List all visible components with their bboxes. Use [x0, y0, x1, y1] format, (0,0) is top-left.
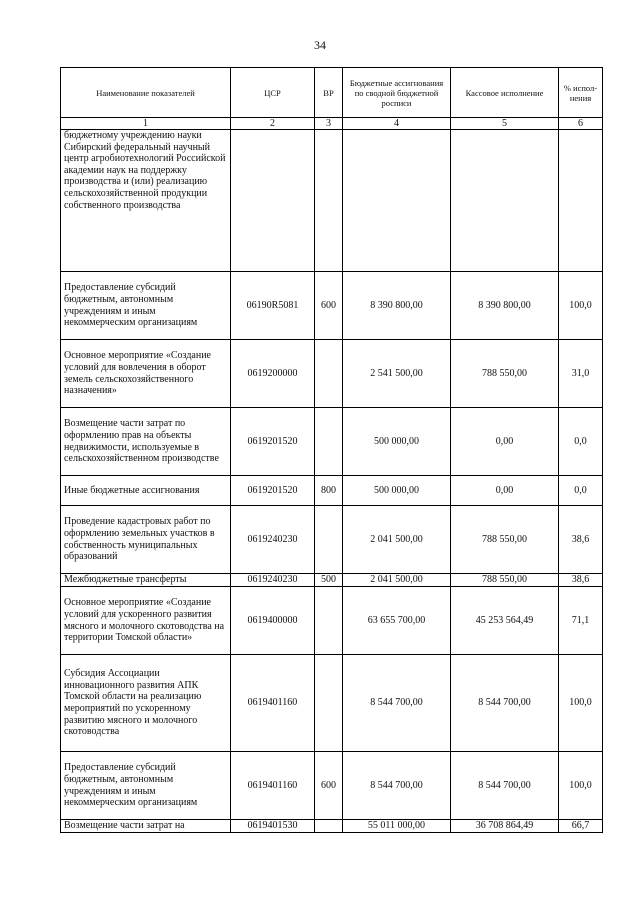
table-row: [61, 574, 603, 587]
header-indicator-name: Наименование показателей: [61, 68, 231, 118]
vr-code: 600: [315, 752, 343, 820]
vr-code: 600: [315, 272, 343, 340]
indicator-name: Межбюджетные трансферты: [61, 574, 231, 587]
execution-percent: 31,0: [559, 340, 603, 408]
cash-execution: 8 544 700,00: [451, 752, 559, 820]
csr-code: 0619201520: [231, 476, 315, 506]
execution-percent: 66,7: [559, 820, 603, 833]
table-row: [61, 272, 603, 340]
indicator-name: Возмещение части затрат по оформлению прав на объекты недвижимости, используемые в сельскохозяйственном производстве: [61, 408, 231, 476]
table-row: [61, 752, 603, 820]
csr-code: 0619240230: [231, 506, 315, 574]
table-row: [61, 340, 603, 408]
indicator-name: Предоставление субсидий бюджетным, автономным учреждениям и иным некоммерческим организациям: [61, 272, 231, 340]
cash-execution: 788 550,00: [451, 506, 559, 574]
cash-execution: 45 253 564,49: [451, 587, 559, 655]
execution-percent: 38,6: [559, 506, 603, 574]
csr-code: 0619401160: [231, 752, 315, 820]
indicator-name: бюджетному учреждению науки Сибирский федеральный научный центр агробиотехнологий Российской академии наук на поддержку производства и (или) реализацию сельскохозяйственной продукции собственного производства: [61, 130, 231, 272]
cash-execution: 36 708 864,49: [451, 820, 559, 833]
budget-allocation: 55 011 000,00: [343, 820, 451, 833]
cash-execution: 0,00: [451, 408, 559, 476]
budget-allocation: 8 390 800,00: [343, 272, 451, 340]
header-execution-percent: % испол-нения: [559, 68, 603, 118]
column-number: 5: [451, 118, 559, 130]
csr-code: 0619240230: [231, 574, 315, 587]
vr-code: [315, 340, 343, 408]
table-row: [61, 820, 603, 833]
budget-allocation: 500 000,00: [343, 408, 451, 476]
budget-allocation: 2 541 500,00: [343, 340, 451, 408]
csr-code: 06190R5081: [231, 272, 315, 340]
indicator-name: Возмещение части затрат на: [61, 820, 231, 833]
execution-percent: 38,6: [559, 574, 603, 587]
execution-percent: 71,1: [559, 587, 603, 655]
budget-allocation: 500 000,00: [343, 476, 451, 506]
cash-execution: 8 390 800,00: [451, 272, 559, 340]
indicator-name: Основное мероприятие «Создание условий для вовлечения в оборот земель сельскохозяйственного назначения»: [61, 340, 231, 408]
vr-code: [315, 655, 343, 752]
execution-percent: [559, 130, 603, 272]
header-csr: ЦСР: [231, 68, 315, 118]
indicator-name: Иные бюджетные ассигнования: [61, 476, 231, 506]
budget-allocation: 63 655 700,00: [343, 587, 451, 655]
execution-percent: 100,0: [559, 752, 603, 820]
budget-allocation: 8 544 700,00: [343, 752, 451, 820]
table-row: [61, 476, 603, 506]
budget-allocation: 2 041 500,00: [343, 506, 451, 574]
column-number: 1: [61, 118, 231, 130]
csr-code: 0619200000: [231, 340, 315, 408]
column-number: 4: [343, 118, 451, 130]
cash-execution: 788 550,00: [451, 340, 559, 408]
header-row: [61, 68, 603, 118]
indicator-name: Предоставление субсидий бюджетным, автономным учреждениям и иным некоммерческим организациям: [61, 752, 231, 820]
column-number-row: [61, 118, 603, 130]
vr-code: [315, 130, 343, 272]
indicator-name: Субсидия Ассоциации инновационного развития АПК Томской области на реализацию мероприятий по ускоренному развитию мясного и молочного скотоводства: [61, 655, 231, 752]
csr-code: 0619201520: [231, 408, 315, 476]
table-row: [61, 655, 603, 752]
column-number: 2: [231, 118, 315, 130]
budget-allocation: 2 041 500,00: [343, 574, 451, 587]
vr-code: [315, 587, 343, 655]
budget-allocation: 8 544 700,00: [343, 655, 451, 752]
budget-allocation: [343, 130, 451, 272]
header-vr: ВР: [315, 68, 343, 118]
header-budget-allocations: Бюджетные ассигнования по сводной бюджетной росписи: [343, 68, 451, 118]
budget-execution-table: [60, 67, 603, 833]
csr-code: 0619401160: [231, 655, 315, 752]
indicator-name: Основное мероприятие «Создание условий для ускоренного развития мясного и молочного скотоводства на территории Томской области»: [61, 587, 231, 655]
table-row: [61, 587, 603, 655]
cash-execution: [451, 130, 559, 272]
execution-percent: 0,0: [559, 408, 603, 476]
vr-code: [315, 506, 343, 574]
cash-execution: 8 544 700,00: [451, 655, 559, 752]
indicator-name: Проведение кадастровых работ по оформлению земельных участков в собственность муниципальных образований: [61, 506, 231, 574]
csr-code: 0619400000: [231, 587, 315, 655]
cash-execution: 0,00: [451, 476, 559, 506]
column-number: 3: [315, 118, 343, 130]
table-row: [61, 130, 603, 272]
cash-execution: 788 550,00: [451, 574, 559, 587]
vr-code: 800: [315, 476, 343, 506]
vr-code: [315, 408, 343, 476]
header-cash-execution: Кассовое исполнение: [451, 68, 559, 118]
page-number: 34: [314, 38, 326, 52]
table-row: [61, 506, 603, 574]
csr-code: [231, 130, 315, 272]
execution-percent: 100,0: [559, 272, 603, 340]
csr-code: 0619401530: [231, 820, 315, 833]
execution-percent: 100,0: [559, 655, 603, 752]
vr-code: 500: [315, 574, 343, 587]
column-number: 6: [559, 118, 603, 130]
table-row: [61, 408, 603, 476]
vr-code: [315, 820, 343, 833]
execution-percent: 0,0: [559, 476, 603, 506]
